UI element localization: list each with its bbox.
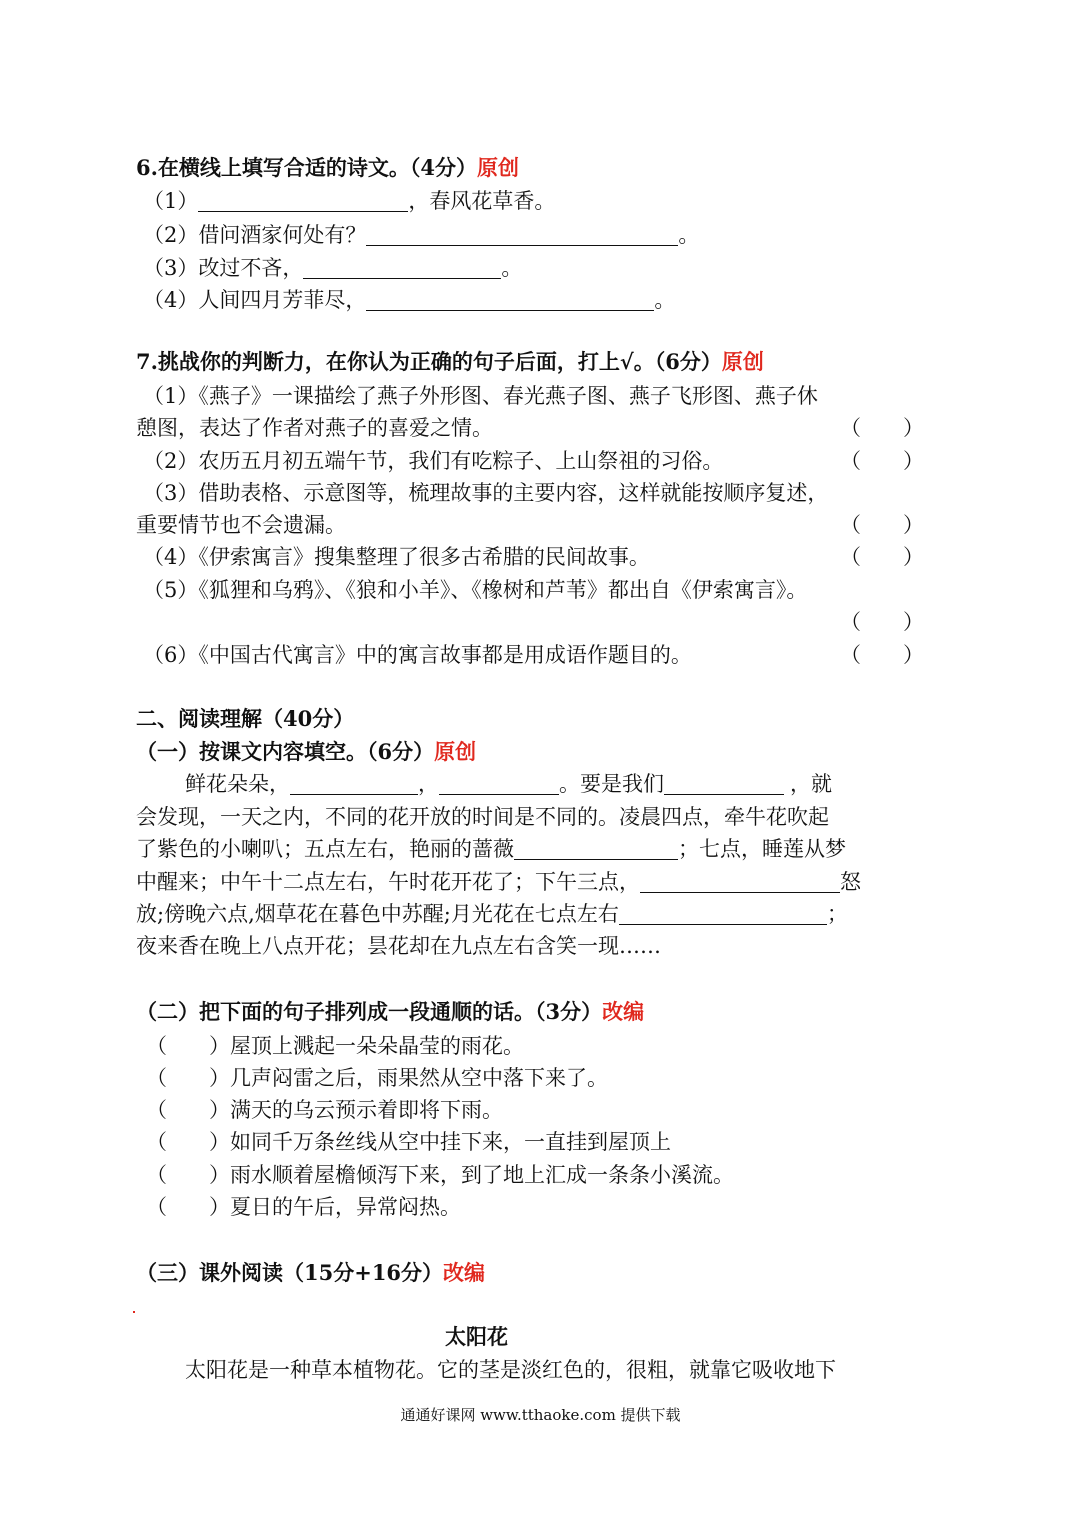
- q6-item-3: [143, 253, 522, 283]
- q7-line: （6）《中国古代寓言》中的寓言故事都是用成语作题目的。: [143, 643, 692, 667]
- q7-line: 憩图，表达了作者对燕子的喜爱之情。: [136, 416, 493, 440]
- text: 放;傍晚六点,烟草花在暮色中苏醒;月光花在七点左右: [136, 902, 619, 926]
- q7-line: 重要情节也不会遗漏。: [136, 513, 346, 537]
- q6-tag: 原创: [477, 156, 520, 180]
- part2-item: [146, 1031, 524, 1061]
- part1-line-2: 会发现，一天之内，不同的花开放的时间是不同的。凌晨四点，牵牛花吹起: [136, 805, 829, 829]
- q6-item-1: [143, 186, 555, 216]
- part2-item: [146, 1063, 608, 1093]
- answer-blank[interactable]: [366, 288, 654, 311]
- answer-blank[interactable]: [198, 189, 408, 212]
- red-mark: [133, 1311, 135, 1313]
- text: 了紫色的小喇叭；五点左右，艳丽的蔷薇: [136, 837, 514, 861]
- answer-paren[interactable]: （ ）: [840, 545, 924, 569]
- text: ；: [826, 902, 848, 926]
- part1-line-6: 夜来香在晚上八点开花；昙花却在九点左右含笑一现……: [136, 934, 661, 958]
- q6-item-1-prefix: （1）: [143, 189, 199, 213]
- answer-blank[interactable]: [640, 870, 840, 893]
- q6-item-4: [143, 285, 675, 315]
- part2-heading: [136, 997, 644, 1027]
- part1-tag: 原创: [434, 740, 477, 764]
- q6-item-1-suffix: ，春风花草香。: [408, 189, 556, 213]
- q6-heading: [136, 153, 519, 183]
- q6-item-4-suffix: 。: [654, 288, 676, 312]
- part1-heading: [136, 737, 476, 767]
- answer-paren[interactable]: （ ）: [146, 1195, 230, 1219]
- part2-heading-text: （二）把下面的句子排列成一段通顺的话。（3分）: [136, 999, 603, 1024]
- sentence: 屋顶上溅起一朵朵晶莹的雨花。: [230, 1034, 524, 1058]
- answer-paren[interactable]: （ ）: [840, 513, 924, 537]
- answer-paren[interactable]: （ ）: [146, 1163, 230, 1187]
- q7-line: （4）《伊索寓言》搜集整理了很多古希腊的民间故事。: [143, 545, 650, 569]
- answer-paren[interactable]: （ ）: [840, 416, 924, 440]
- q6-item-3-suffix: 。: [501, 256, 523, 280]
- part1-heading-text: （一）按课文内容填空。（6分）: [136, 739, 435, 764]
- part2-item: [146, 1127, 671, 1157]
- q6-item-2-prefix: （2）借问酒家何处有？: [143, 223, 367, 247]
- text: ；七点，睡莲从梦: [678, 837, 846, 861]
- answer-paren[interactable]: （ ）: [840, 610, 924, 634]
- sentence: 夏日的午后，异常闷热。: [230, 1195, 461, 1219]
- q6-item-2: [143, 220, 699, 250]
- sentence: 几声闷雷之后，雨果然从空中落下来了。: [230, 1066, 608, 1090]
- section2-heading: 二、阅读理解（40分）: [136, 706, 355, 731]
- answer-paren[interactable]: （ ）: [146, 1034, 230, 1058]
- answer-paren[interactable]: （ ）: [146, 1098, 230, 1122]
- sentence: 雨水顺着屋檐倾泻下来，到了地上汇成一条条小溪流。: [230, 1163, 734, 1187]
- text: 。要是我们: [559, 772, 664, 796]
- q7-line: （2）农历五月初五端午节，我们有吃粽子、上山祭祖的习俗。: [143, 449, 724, 473]
- passage-title: 太阳花: [445, 1325, 508, 1349]
- part3-tag: 改编: [443, 1261, 486, 1285]
- q7-line: （3）借助表格、示意图等，梳理故事的主要内容，这样就能按顺序复述，: [143, 481, 829, 505]
- answer-blank[interactable]: [303, 256, 501, 279]
- part1-line-4: [136, 867, 861, 897]
- answer-paren[interactable]: （ ）: [840, 449, 924, 473]
- part2-item: [146, 1192, 461, 1222]
- part2-item: [146, 1095, 503, 1125]
- passage-text: 太阳花是一种草本植物花。它的茎是淡红色的，很粗，就靠它吸收地下: [185, 1358, 836, 1382]
- text: ，就: [790, 772, 832, 796]
- q7-line: （1）《燕子》一课描绘了燕子外形图、春光燕子图、燕子飞形图、燕子休: [143, 384, 818, 408]
- answer-paren[interactable]: （ ）: [840, 643, 924, 667]
- part2-item: [146, 1160, 734, 1190]
- q6-item-2-suffix: 。: [678, 223, 700, 247]
- sentence: 满天的乌云预示着即将下雨。: [230, 1098, 503, 1122]
- answer-blank[interactable]: [366, 223, 678, 246]
- answer-blank[interactable]: [290, 772, 418, 795]
- q7-heading-text: 7.挑战你的判断力，在你认为正确的句子后面，打上√。（6分）: [136, 349, 722, 374]
- answer-blank[interactable]: [514, 837, 678, 860]
- answer-blank[interactable]: [664, 772, 784, 795]
- sentence: 如同千万条丝线从空中挂下来，一直挂到屋顶上: [230, 1130, 671, 1154]
- q6-item-3-prefix: （3）改过不吝，: [143, 256, 304, 280]
- answer-blank[interactable]: [439, 772, 559, 795]
- answer-paren[interactable]: （ ）: [146, 1066, 230, 1090]
- part2-tag: 改编: [602, 1000, 645, 1024]
- part3-heading-text: （三）课外阅读（15分+16分）: [136, 1260, 444, 1285]
- text: 中醒来；中午十二点左右，午时花开花了；下午三点，: [136, 870, 640, 894]
- part1-line-1: [185, 769, 832, 799]
- page-footer: 通通好课网 www.tthaoke.com 提供下载: [400, 1406, 681, 1424]
- answer-blank[interactable]: [619, 902, 827, 925]
- part3-heading: [136, 1258, 485, 1288]
- q6-item-4-prefix: （4）人间四月芳菲尽，: [143, 288, 367, 312]
- q7-tag: 原创: [721, 350, 764, 374]
- part1-line-3: [136, 834, 846, 864]
- text: ，: [418, 772, 439, 796]
- text: 鲜花朵朵，: [185, 772, 290, 796]
- q7-heading: [136, 347, 764, 377]
- answer-paren[interactable]: （ ）: [146, 1130, 230, 1154]
- text: 怒: [840, 870, 861, 894]
- q7-line: （5）《狐狸和乌鸦》、《狼和小羊》、《橡树和芦苇》都出自《伊索寓言》。: [143, 578, 808, 602]
- q6-heading-text: 6.在横线上填写合适的诗文。（4分）: [136, 155, 478, 180]
- part1-line-5: [136, 899, 848, 929]
